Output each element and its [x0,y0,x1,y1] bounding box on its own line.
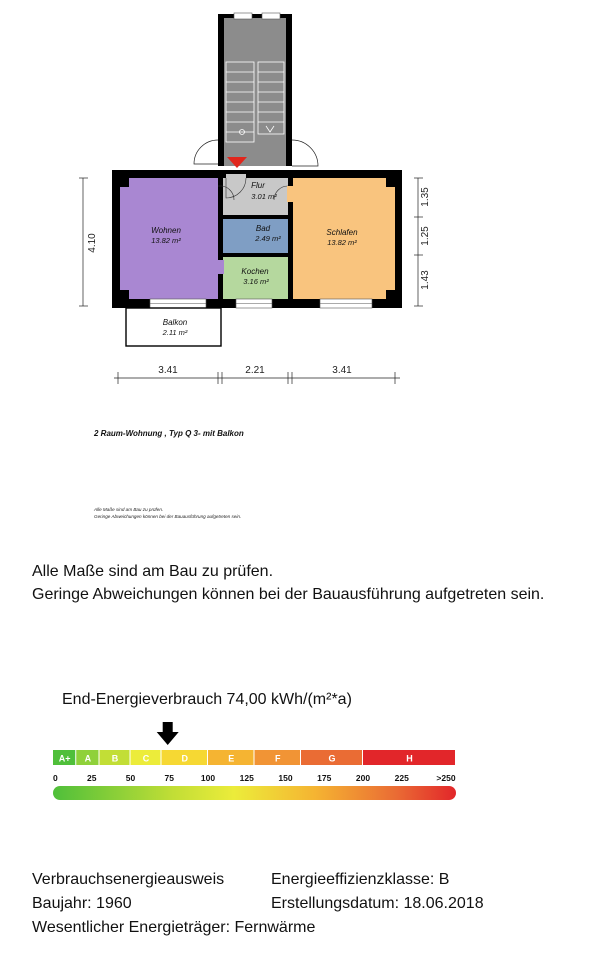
small-note [94,506,241,520]
room-label-balkon: Balkon [162,318,188,327]
room-label-wohnen: Wohnen [151,226,181,235]
dim-right-label: 1.25 [420,226,431,246]
value-arrow-icon [157,722,179,745]
door-swing [292,140,318,166]
energy-carrier: Wesentlicher Energieträger: Fernwärme [32,919,316,936]
room-label-bad: Bad [255,224,271,233]
note-line: Geringe Abweichungen können bei der Bauausführung aufgetreten sein. [32,586,545,603]
tick-label: 50 [125,773,136,783]
energy-title: End-Energieverbrauch 74,00 kWh/(m²*a) [62,691,352,708]
class-label: E [228,753,235,764]
room-area-kochen: 3.16 m² [243,277,269,286]
tick-label: 25 [87,773,97,783]
dim-left-label: 4.10 [87,233,98,253]
dim-bottom-label: 3.41 [158,365,178,376]
room-balkon [126,308,221,346]
window [234,13,252,19]
energy-scale [0,718,594,808]
room-label-schlafen: Schlafen [326,228,358,237]
note-line: Alle Maße sind am Bau zu prüfen. [32,563,274,580]
tick-label: 0 [53,773,58,783]
tick-label: 150 [278,773,293,783]
tick-label: 75 [164,773,174,783]
class-label: D [181,753,188,764]
tick-label: 175 [317,773,332,783]
room-area-wohnen: 13.82 m² [151,236,181,245]
floor-plan [0,0,594,400]
creation-date: Erstellungsdatum: 18.06.2018 [271,895,484,912]
tick-row [53,773,456,783]
small-note-line: Alle Maße sind am Bau zu prüfen. [94,507,164,512]
gradient-bar [53,786,456,800]
dim-right-label: 1.35 [420,187,431,207]
class-row [53,750,455,765]
room-area-flur: 3.01 m² [251,192,277,201]
info-right [271,868,484,916]
class-label: H [406,753,413,764]
tick-label: >250 [436,773,456,783]
build-year: Baujahr: 1960 [32,895,132,912]
plan-caption: 2 Raum-Wohnung , Typ Q 3- mit Balkon [94,429,244,438]
room-area-bad: 2.49 m² [255,234,281,243]
room-label-kochen: Kochen [241,267,269,276]
window [262,13,280,19]
tick-label: 125 [239,773,254,783]
dim-right-label: 1.43 [420,270,431,290]
class-label: A+ [58,753,71,764]
room-label-flur: Flur [251,181,265,190]
tick-label: 100 [200,773,216,783]
class-label: F [275,753,281,764]
certificate-type: Verbrauchsenergieausweis [32,871,225,888]
dim-bottom-label: 2.21 [245,365,265,376]
small-note-line: Geringe Abweichungen können bei der Bauausführung aufgetreten sein. [94,514,242,519]
value-arrow [157,722,179,745]
class-label: C [142,753,150,764]
efficiency-class: Energieeffizienzklasse: B [271,871,450,888]
tick-label: 200 [355,773,371,783]
notes [32,560,544,606]
door-swing [194,140,218,164]
tick-label: 225 [394,773,409,783]
room-area-balkon: 2.11 m² [162,328,188,337]
room-area-schlafen: 13.82 m² [327,238,357,247]
class-label: B [111,753,119,764]
dim-bottom-label: 3.41 [332,365,352,376]
class-label: G [328,753,336,764]
class-label: A [84,753,92,764]
